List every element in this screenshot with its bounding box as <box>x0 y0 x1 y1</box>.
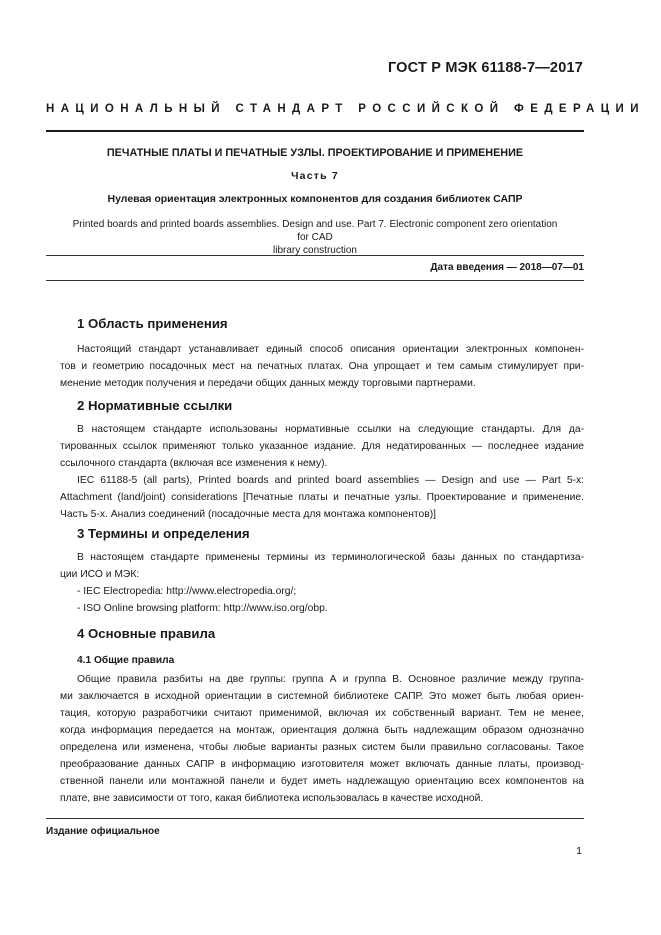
list-item: - ISO Online browsing platform: http://www.iso.org/obp. <box>77 603 328 614</box>
text-line: ссылочного стандарта (включая все изменения к нему). <box>60 458 328 469</box>
page-number: 1 <box>576 845 582 857</box>
subsection-4-1-heading: 4.1 Общие правила <box>77 655 175 666</box>
edition-label: Издание официальное <box>46 826 160 837</box>
section-3-heading: 3 Термины и определения <box>77 526 250 541</box>
english-title-line: library construction <box>273 245 357 256</box>
english-title-line: Printed boards and printed boards assemblies. Design and use. Part 7. Electronic component zero orientation for CAD <box>72 219 558 243</box>
english-title <box>46 218 584 257</box>
text-line: преобразование данных САПР в информацию изготовителя может включать данные платы, производ- <box>60 759 584 770</box>
document-title: ПЕЧАТНЫЕ ПЛАТЫ И ПЕЧАТНЫЕ УЗЛЫ. ПРОЕКТИРОВАНИЕ И ПРИМЕНЕНИЕ <box>106 147 524 159</box>
text-line: В настоящем стандарте применены термины из терминологической базы данных по стандартиза- <box>77 552 584 563</box>
text-line: IEC 61188-5 (all parts), Printed boards and printed board assemblies — Design and use — Part 5-x: <box>77 475 584 486</box>
text-line: Настоящий стандарт устанавливает единый способ описания ориентации электронных компонен- <box>77 344 584 355</box>
section-2-heading: 2 Нормативные ссылки <box>77 398 233 413</box>
section-1-text <box>60 341 584 392</box>
document-subtitle: Нулевая ориентация электронных компонентов для создания библиотек САПР <box>107 193 523 205</box>
standard-code: ГОСТ Р МЭК 61188-7—2017 <box>387 60 583 76</box>
text-line: Часть 5-x. Анализ соединений (посадочные места для монтажа компонентов)] <box>60 509 437 520</box>
text-line: В настоящем стандарте использованы нормативные ссылки на следующие стандарты. Для да- <box>77 424 584 435</box>
text-line: когда информация передается на монтаж, ориентация должна быть надлежащим образом однозначно <box>60 725 584 736</box>
header-rule <box>46 130 584 132</box>
date-rule <box>46 280 584 281</box>
text-line: тов и геометрию посадочных мест на печатных платах. Она упрощает и тем самым стимулирует при- <box>60 361 584 372</box>
section-4-1-text <box>60 671 584 807</box>
list-item: - IEC Electropedia: http://www.electropedia.org/; <box>77 586 297 597</box>
intro-date: Дата введения — 2018—07—01 <box>430 262 584 273</box>
terms-source-list <box>77 583 328 617</box>
section-1-heading: 1 Область применения <box>77 316 228 331</box>
text-line: менение методик получения и передачи общих данных между торговыми партнерами. <box>60 378 476 389</box>
section-3-text <box>60 549 584 583</box>
text-line: тированных ссылок применяют только указанное издание. Для недатированных — последнее издание <box>60 441 584 452</box>
text-line: ми заключается в исходной ориентации в системной библиотеке САПР. Это может быть любая ориен- <box>60 691 584 702</box>
title-rule <box>46 255 584 256</box>
text-line: тация, которую разработчики считают применимой, включая их собственный вариант. Тем не менее, <box>60 708 584 719</box>
footer-rule <box>46 818 584 819</box>
section-4-heading: 4 Основные правила <box>77 626 216 641</box>
national-standard-title: НАЦИОНАЛЬНЫЙ СТАНДАРТ РОССИЙСКОЙ ФЕДЕРАЦИИ <box>46 103 645 115</box>
text-line: плате, вне зависимости от того, какая библиотека использовалась в качестве исходной. <box>60 793 484 804</box>
text-line: Attachment (land/joint) considerations [Печатные платы и печатные узлы. Проектирование и применение. <box>60 492 584 503</box>
text-line: определена или изменена, чтобы любые варианты разных систем были правильно согласованы. Такое <box>60 742 584 753</box>
text-line: Общие правила разбиты на две группы: группа А и группа В. Основное различие между группа- <box>77 674 584 685</box>
text-line: ственной панели или монтажной панели и будет иметь надлежащую ориентацию всех компонентов на <box>60 776 584 787</box>
section-2-text <box>60 421 584 523</box>
text-line: ции ИСО и МЭК: <box>60 569 140 580</box>
part-number: Часть 7 <box>291 170 339 182</box>
